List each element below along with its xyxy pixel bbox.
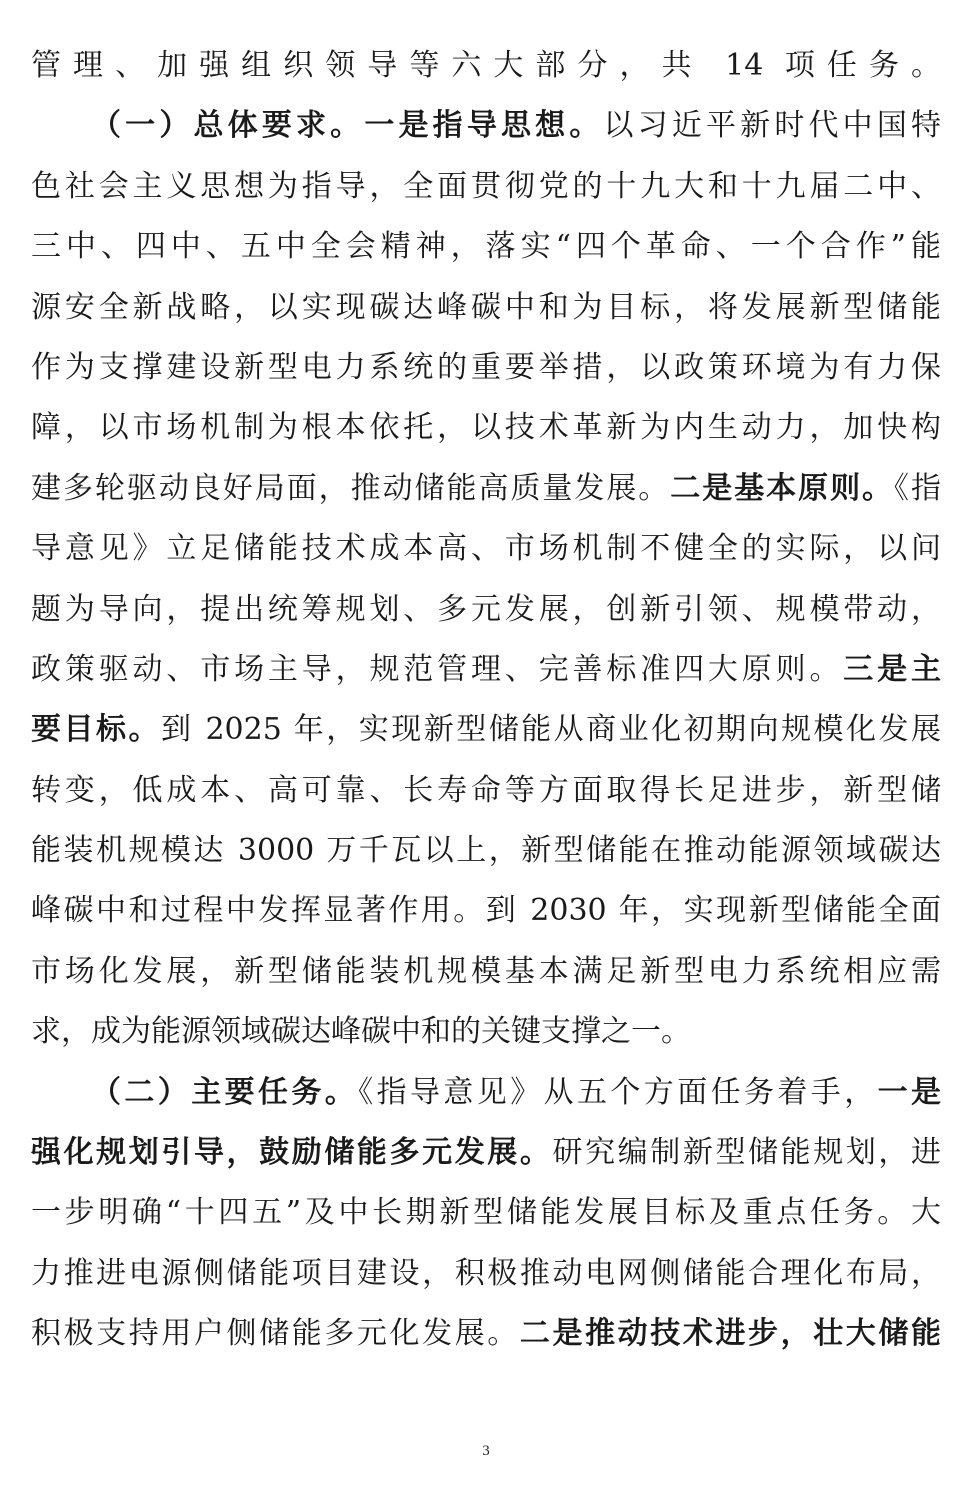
text-line [31,1183,941,1243]
text-segment: 能装机规模达 3000 万千瓦以上，新型储能在推动能源领域碳达 [31,833,941,869]
text-line [31,821,941,881]
text-segment: 到 2025 年，实现新型储能从商业化初期向规模化发展 [160,712,941,748]
text-line [31,881,941,941]
text-segment: 政策驱动、市场主导，规范管理、完善标准四大原则。 [31,651,844,687]
document-body [31,36,941,1365]
page-number: 3 [482,1443,490,1459]
section-heading-overall-requirements [31,96,941,156]
text-segment: 管理、加强组织领导等六大部分，共 14 项任务。 [31,48,941,83]
text-segment: 积极支持用户侧储能多元化发展。 [31,1316,520,1352]
bold-heading: 二是基本原则。 [670,470,895,506]
text-segment: 转变，低成本、高可靠、长寿命等方面取得长足进步，新型储 [31,772,941,808]
text-line [31,157,941,217]
text-segment: 源安全新战略，以实现碳达峰碳中和为目标，将发展新型储能 [31,289,941,325]
text-segment: 峰碳中和过程中发挥显著作用。到 2030 年，实现新型储能全面 [31,893,941,929]
text-segment: 研究编制新型储能规划，进 [552,1135,941,1171]
bold-heading: 强化规划引导，鼓励储能多元发展。 [31,1135,553,1171]
bold-heading: 要目标。 [31,712,161,748]
text-line [31,459,941,519]
text-line [31,519,941,579]
text-segment: 一步明确“十四五”及中长期新型储能发展目标及重点任务。大 [31,1195,941,1231]
bold-heading: 三是主 [843,651,941,687]
text-line [31,398,941,458]
section-heading-main-tasks [31,1063,941,1123]
text-line [31,217,941,277]
text-line [31,338,941,398]
bold-heading: 二是推动技术进步，壮大储能 [519,1316,941,1352]
text-segment: 色社会主义思想为指导，全面贯彻党的十九大和十九届二中、 [31,168,941,204]
text-segment: 《指导意见》从五个方面任务着手， [358,1074,878,1110]
text-segment: 导意见》立足储能技术成本高、市场机制不健全的实际，以问 [31,531,941,567]
text-segment: 作为支撑建设新型电力系统的重要举措，以政策环境为有力保 [31,349,941,385]
text-segment: 求，成为能源领域碳达峰碳中和的关键支撑之一。 [31,1014,691,1050]
text-segment: 以习近平新时代中国特 [603,108,941,144]
text-line [31,580,941,640]
bold-heading: （一）总体要求。一是指导思想。 [91,108,604,144]
bold-heading: 一是 [877,1074,941,1110]
text-line [31,278,941,338]
bold-heading: （二）主要任务。 [91,1074,359,1110]
text-line [31,1244,941,1304]
text-line [31,1002,941,1062]
text-line [31,761,941,821]
text-line [31,700,941,760]
text-segment: 力推进电源侧储能项目建设，积极推动电网侧储能合理化布局， [31,1255,941,1291]
text-segment: 建多轮驱动良好局面，推动储能高质量发展。 [31,470,671,506]
text-segment: 三中、四中、五中全会精神，落实“四个革命、一个合作”能 [31,229,941,265]
text-line [31,640,941,700]
text-segment: 障，以市场机制为根本依托，以技术革新为内生动力，加快构 [31,410,941,446]
text-line [31,1304,941,1364]
text-segment: 题为导向，提出统筹规划、多元发展，创新引领、规模带动， [31,591,941,627]
text-line [31,1123,941,1183]
text-line [31,36,941,96]
text-segment: 《指 [894,470,941,506]
text-segment: 市场化发展，新型储能装机规模基本满足新型电力系统相应需 [31,953,941,989]
text-line [31,942,941,1002]
